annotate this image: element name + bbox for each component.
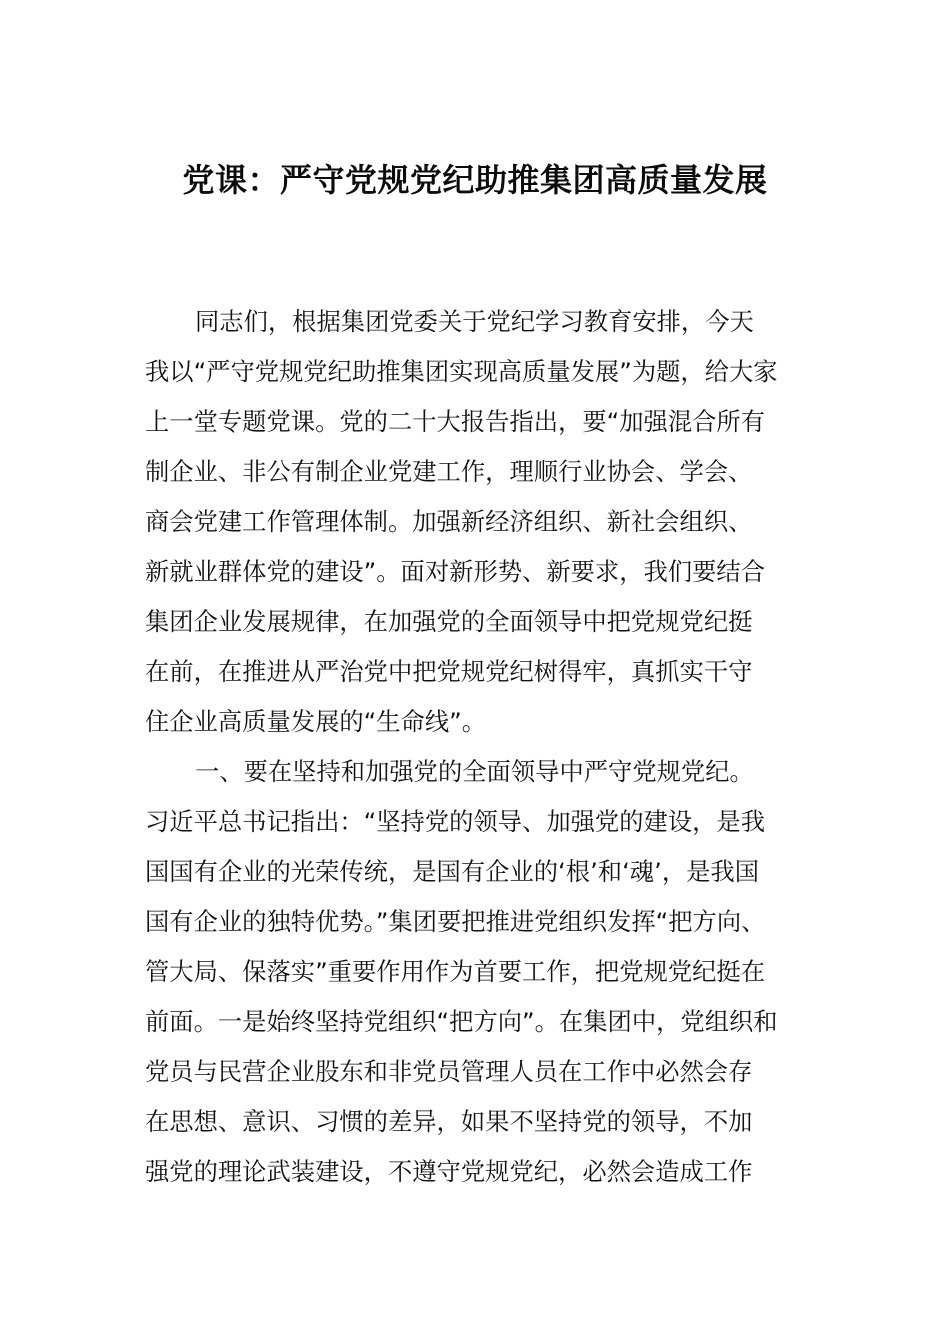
paragraph-line: 前面。一是始终坚持党组织“把方向”。在集团中，党组织和 [145,1007,778,1036]
paragraph-line: 上一堂专题党课。党的二十大报告指出，要“加强混合所有 [145,407,766,436]
paragraph-line: 习近平总书记指出：“坚持党的领导、加强党的建设，是我 [145,807,766,836]
section-heading-line: 一、要在坚持和加强党的全面领导中严守党规党纪。 [195,757,754,786]
paragraph-line: 住企业高质量发展的“生命线”。 [145,707,487,736]
document-body [145,297,805,1197]
paragraph-line: 在思想、意识、习惯的差异，如果不坚持党的领导，不加 [145,1107,753,1136]
paragraph-line: 管大局、保落实”重要作用作为首要工作，把党规党纪挺在 [145,957,766,986]
paragraph-line: 党员与民营企业股东和非党员管理人员在工作中必然会存 [145,1057,753,1086]
paragraph-line: 集团企业发展规律，在加强党的全面领导中把党规党纪挺 [145,607,753,636]
paragraph-line: 我以“严守党规党纪助推集团实现高质量发展”为题，给大家 [145,357,778,386]
document-title: 党课：严守党规党纪助推集团高质量发展 [182,161,768,199]
paragraph-line: 商会党建工作管理体制。加强新经济组织、新社会组织、 [145,507,753,536]
paragraph-line: 国国有企业的光荣传统，是国有企业的‘根’和‘魂’，是我国 [145,857,760,886]
paragraph-line: 在前，在推进从严治党中把党规党纪树得牢，真抓实干守 [145,657,753,686]
paragraph-line: 强党的理论武装建设，不遵守党规党纪，必然会造成工作 [145,1157,753,1186]
paragraph-line: 新就业群体党的建设”。面对新形势、新要求，我们要结合 [145,557,766,586]
paragraph-line: 国有企业的独特优势。”集团要把推进党组织发挥“把方向、 [145,907,766,936]
paragraph-line: 制企业、非公有制企业党建工作，理顺行业协会、学会、 [145,457,753,486]
paragraph-line: 同志们，根据集团党委关于党纪学习教育安排，今天 [195,307,754,336]
